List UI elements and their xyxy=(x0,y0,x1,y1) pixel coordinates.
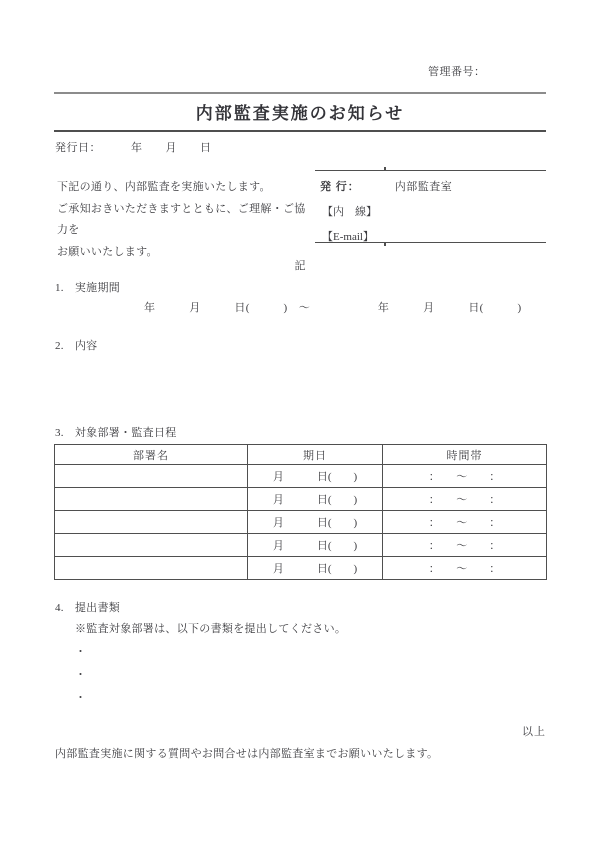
section-title: 内容 xyxy=(74,340,98,352)
section-4-bullet-list xyxy=(75,641,86,710)
section-title: 提出書類 xyxy=(74,602,121,614)
department-cell xyxy=(55,511,248,534)
management-number-label: 管理番号： xyxy=(428,66,486,78)
section-title: 対象部署・監査日程 xyxy=(74,427,177,439)
time-cell: ： ～ ： xyxy=(383,557,547,580)
closing-text: 以上 xyxy=(522,726,546,738)
time-cell: ： ～ ： xyxy=(383,488,547,511)
issue-date-row xyxy=(55,139,212,155)
bullet-item: ・ xyxy=(75,646,86,658)
date-cell: 月 日( ) xyxy=(248,511,383,534)
time-cell: ： ～ ： xyxy=(383,534,547,557)
department-cell xyxy=(55,557,248,580)
table-row xyxy=(55,465,547,488)
issuer-box xyxy=(315,170,546,243)
section-4-heading xyxy=(55,599,120,615)
issue-date-label: 発行日： xyxy=(55,142,101,154)
time-cell: ： ～ ： xyxy=(383,465,547,488)
intro-line: ご承知おきいただきますとともに、ご理解・ご協力を xyxy=(57,202,306,236)
date-cell: 月 日( ) xyxy=(248,488,383,511)
issue-date-value: 年 月 日 xyxy=(131,142,212,154)
table-row xyxy=(55,557,547,580)
intro-paragraph xyxy=(57,177,312,263)
header-rule-top xyxy=(54,92,546,94)
department-cell xyxy=(55,534,248,557)
section-1-period-line: 年 月 日( ) ～ 年 月 日( ) xyxy=(144,302,522,314)
notice-marker: 記 xyxy=(294,260,306,272)
date-cell: 月 日( ) xyxy=(248,534,383,557)
table-header-row xyxy=(55,445,547,465)
bullet-item: ・ xyxy=(75,669,86,681)
date-cell: 月 日( ) xyxy=(248,465,383,488)
page-title: 内部監査実施のお知らせ xyxy=(195,104,405,123)
section-3-heading xyxy=(55,424,177,440)
department-cell xyxy=(55,465,248,488)
schedule-table xyxy=(54,444,547,580)
section-number: 3. xyxy=(55,427,64,439)
time-cell: ： ～ ： xyxy=(383,511,547,534)
section-number: 1. xyxy=(55,282,64,294)
table-header-time: 時間帯 xyxy=(383,445,547,465)
bullet-item: ・ xyxy=(75,692,86,704)
issuer-email-label: 【E-mail】 xyxy=(322,231,374,243)
table-header-date: 期日 xyxy=(248,445,383,465)
department-cell xyxy=(55,488,248,511)
issuer-value: 内部監査室 xyxy=(394,181,453,193)
section-number: 2. xyxy=(55,340,64,352)
table-row xyxy=(55,488,547,511)
issuer-label: 発 行： xyxy=(320,181,360,193)
table-row xyxy=(55,511,547,534)
date-cell: 月 日( ) xyxy=(248,557,383,580)
section-title: 実施期間 xyxy=(74,282,121,294)
table-row xyxy=(55,534,547,557)
header-rule-bottom xyxy=(54,130,546,132)
table-header-department: 部署名 xyxy=(55,445,248,465)
issuer-box-divider-tick xyxy=(384,242,386,246)
section-4-note: ※監査対象部署は、以下の書類を提出してください。 xyxy=(75,623,347,635)
intro-line: 下記の通り、内部監査を実施いたします。 xyxy=(57,181,271,193)
issuer-row xyxy=(320,178,452,194)
section-number: 4. xyxy=(55,602,64,614)
issuer-extension-label: 【内 線】 xyxy=(322,206,377,218)
section-1-heading xyxy=(55,279,120,295)
intro-line: お願いいたします。 xyxy=(57,245,158,258)
issuer-box-divider-tick xyxy=(384,167,386,171)
footer-text: 内部監査実施に関する質問やお問合せは内部監査室までお願いいたします。 xyxy=(55,748,439,760)
section-2-heading xyxy=(55,337,97,353)
